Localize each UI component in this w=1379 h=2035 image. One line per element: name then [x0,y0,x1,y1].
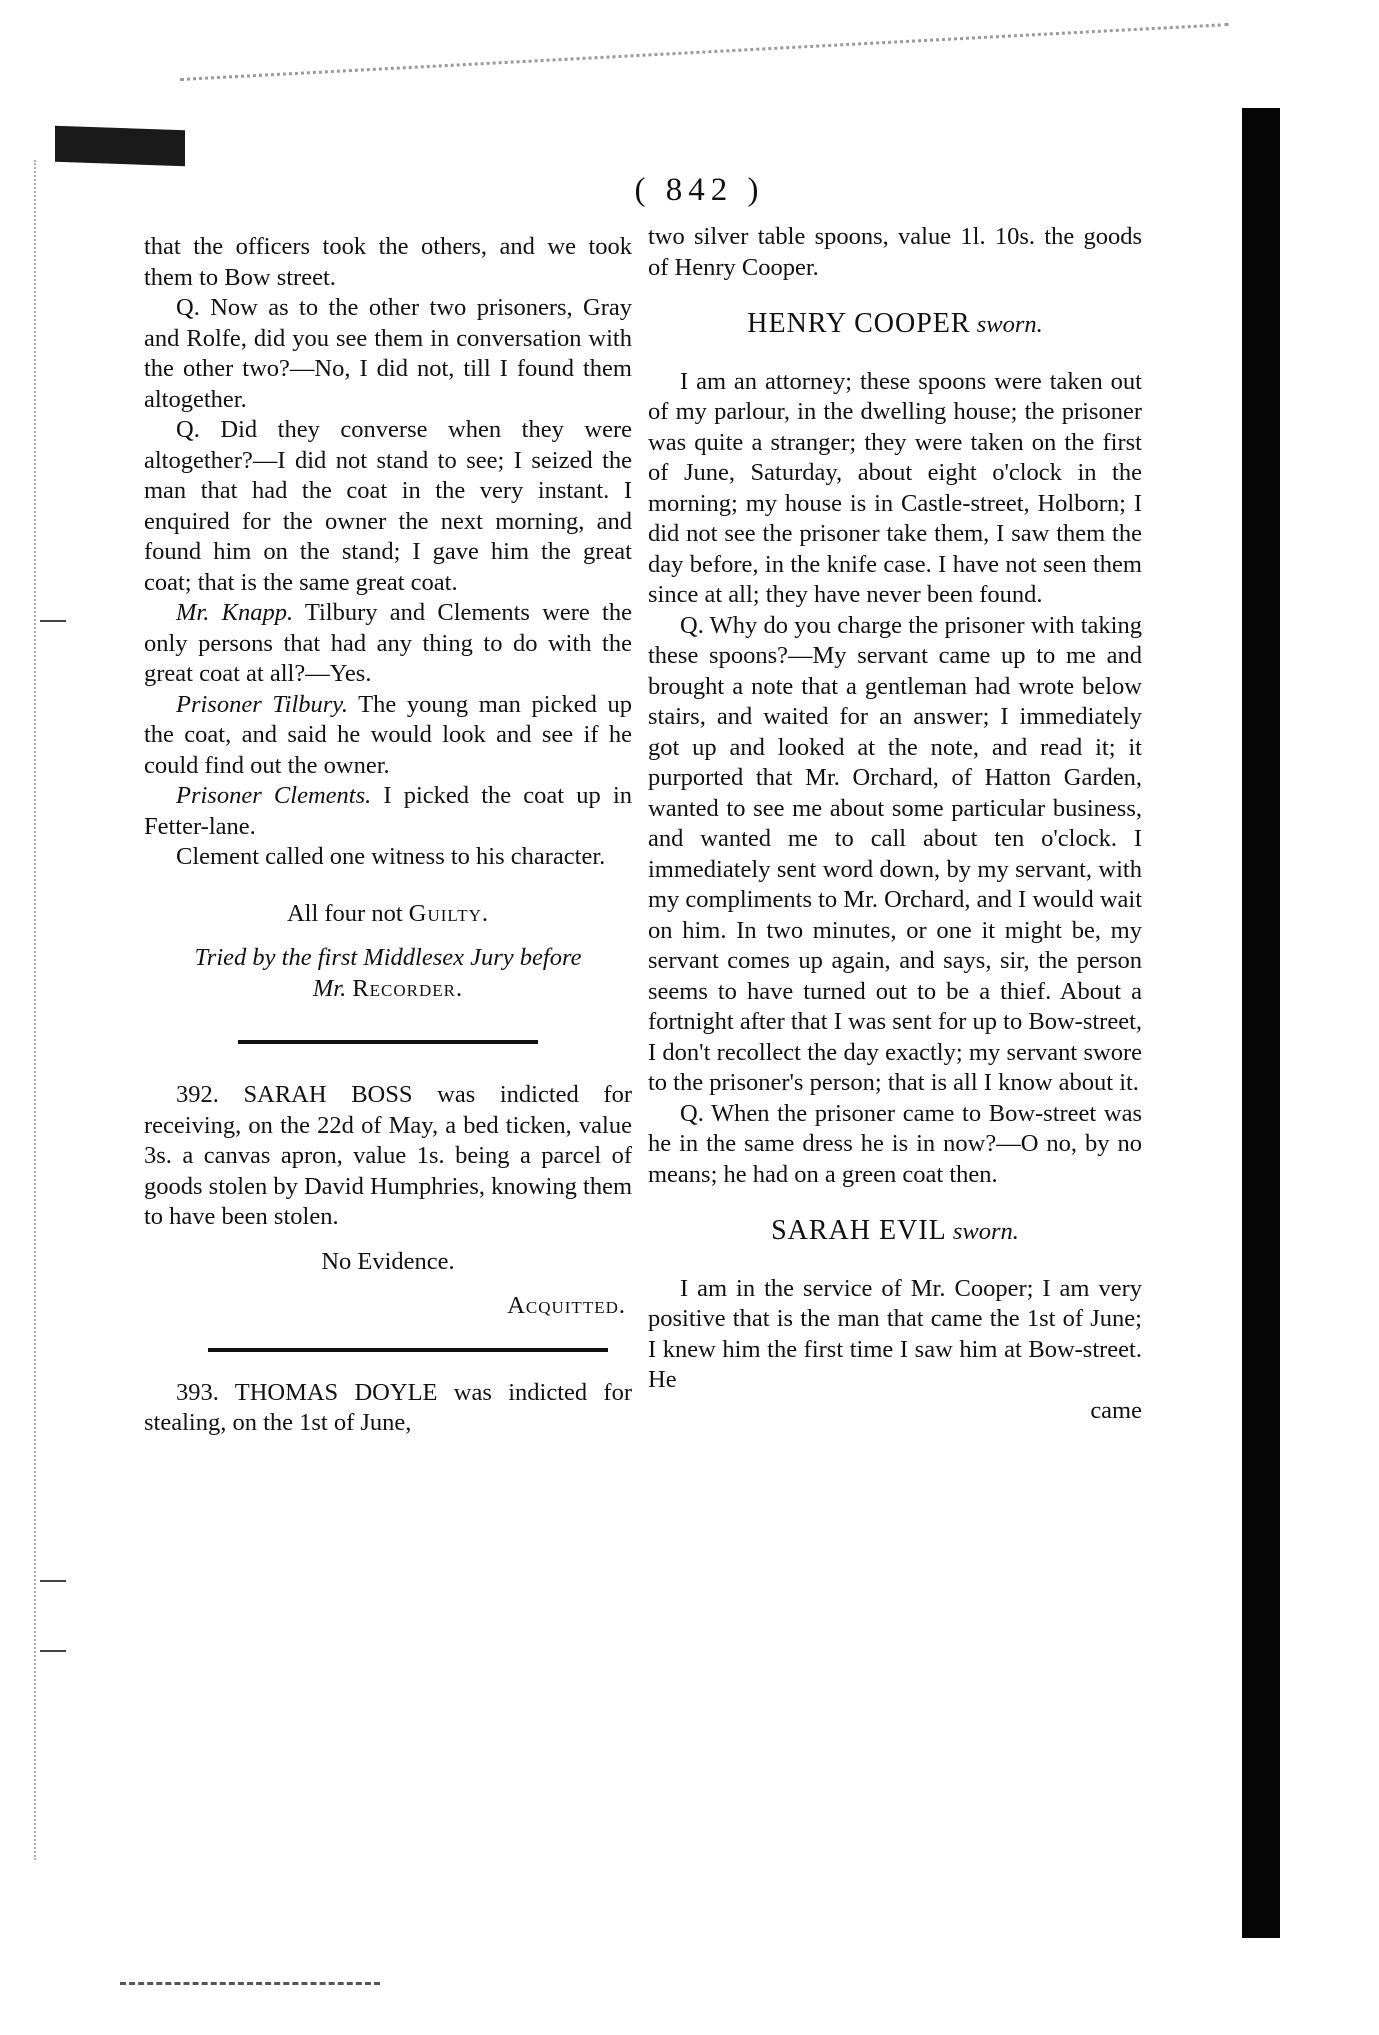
scan-margin-mark [40,1580,66,1582]
verdict-word: Guilty. [408,899,490,927]
speaker-label: Mr. Knapp. [176,599,294,626]
speaker-label: Prisoner Tilbury. [176,690,348,718]
paragraph [144,690,632,782]
speech-text: The young man picked up the coat, and said he would look and see if he could find out the owner. [144,690,632,779]
trial-note-mr: Mr. [312,974,353,1002]
no-evidence-note: No Evidence. [321,1247,455,1275]
paragraph: I am an attorney; these spoons were taken out of my parlour, in the dwelling house; the prisoner was quite a stranger; they were taken on the first of June, Saturday, about eight o'clock in the morning; my house is in Castle-street, Holborn; I did not see the prisoner take them, I saw them the day before, in the knife case. I have not seen them since at all; they have never been found. [648,367,1142,608]
scan-margin-mark [40,620,66,622]
speech-text: I picked the coat up in Fetter-lane. [144,782,632,840]
scan-margin-speckle [34,160,50,1860]
witness-name: SARAH EVIL [771,1215,947,1246]
speech-text: Tilbury and Clements were the only persons that had any thing to do with the great coat at all?—Yes. [144,599,632,687]
page-number-header: ( 842 ) [634,172,765,208]
scan-bottom-dashes [120,1982,380,1987]
sworn-label: sworn. [970,311,1043,338]
paragraph: I am in the service of Mr. Cooper; I am very positive that is the man that came the 1st of June; I knew him the first time I saw him at Bow-street. He [648,1274,1142,1393]
paragraph [144,598,632,690]
scan-edge-noise [180,23,1232,151]
left-column [144,232,632,1439]
paragraph: that the officers took the others, and we took them to Bow street. [144,233,632,291]
right-column [648,222,1142,1426]
speaker-label: Prisoner Clements. [176,782,372,809]
paragraph: Clement called one witness to his character. [176,843,606,870]
verdict [144,899,632,930]
paragraph: Q. Why do you charge the prisoner with taking these spoons?—My servant came up to me and brought a note that a gentleman had wrote below stairs, and waited for an answer; I immediately got up and looked at the note, and read it; it purported that Mr. Orchard, of Hatton Garden, wanted to see me about some particular business, and wanted me to call about ten o'clock. I immediately sent word down, by my servant, with my compliments to Mr. Orchard, and I would wait on him. In two minutes, or one it might be, my servant comes up again, and says, sir, the person seems to have turned out to be a thief. About a fortnight after that I was sent for up to Bow-street, I don't recollect the day exactly; my servant swore to the prisoner's person; that is all I know about it. [648,611,1142,1096]
scan-margin-mark [40,1650,66,1652]
verdict-text: All four not [286,899,409,927]
trial-note: Tried by the first Middlesex Jury before [194,944,582,971]
trial-note-recorder: Recorder. [352,974,464,1002]
scan-edge-bar [1242,108,1280,1938]
witness-name: HENRY COOPER [747,308,971,339]
sworn-label: sworn. [946,1218,1019,1245]
catchword: came [1090,1396,1142,1424]
paragraph: Q. Now as to the other two prisoners, Gray and Rolfe, did you see them in conversation with the other two?—No, I did not, till I found them altogether. [144,294,632,413]
witness-heading [648,1216,1142,1248]
trial-note [144,974,632,1005]
paragraph: two silver table spoons, value 1l. 10s. the goods of Henry Cooper. [648,223,1142,281]
scan-corner-shadow [55,126,185,167]
witness-heading [648,309,1142,341]
paragraph: Q. Did they converse when they were altogether?—I did not stand to see; I seized the man that had the coat in the very instant. I enquired for the owner the next morning, and found him on the stand; I gave him the great coat; that is the same great coat. [144,416,632,596]
case-entry: 392. SARAH BOSS was indicted for receiving, on the 22d of May, a bed ticken, value 3s. a canvas apron, value 1s. being a parcel of goods stolen by David Humphries, knowing them to have been stolen. [144,1081,632,1230]
case-entry: 393. THOMAS DOYLE was indicted for stealing, on the 1st of June, [144,1378,632,1436]
paragraph: Q. When the prisoner came to Bow-street was he in the same dress he is in now?—O no, by no means; he had on a green coat then. [648,1099,1142,1188]
paragraph [144,781,632,842]
verdict: Acquitted. [507,1292,626,1319]
